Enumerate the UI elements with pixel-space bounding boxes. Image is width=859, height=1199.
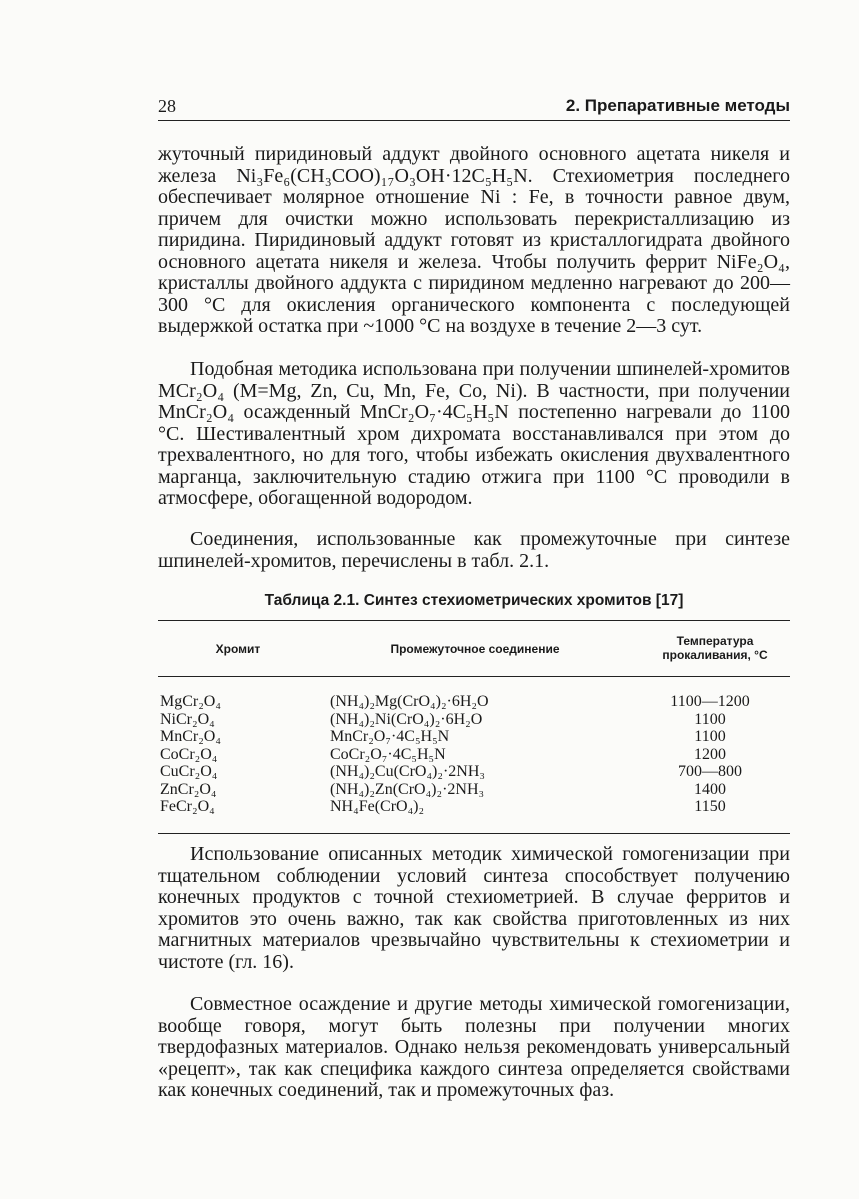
cell-chromite: CuCr₂O₄	[160, 763, 218, 780]
table-caption: Таблица 2.1. Синтез стехиометрических хромитов [17]	[264, 592, 684, 609]
cell-temperature: 1100	[694, 728, 726, 745]
cell-intermediate: CoCr₂O₇·4C₅H₅N	[330, 745, 446, 763]
paragraph-5: Совместное осаждение и другие методы химической гомогенизации, вообще говоря, могут быть полезны при получении многих твердофазных материалов. Однако нельзя рекомендовать универсальный «рецепт», так как специфика каждого синтеза определяется свойствами как конечных соединений, так и промежуточных фаз.	[158, 993, 790, 1101]
paragraph-4: Использование описанных методик химической гомогенизации при тщательном соблюдении условий синтеза способствует получению конечных продуктов с точной стехиометрией. В случае ферритов и хромитов это очень важно, так как свойства приготовленных из них магнитных материалов чрезвычайно чувствительны к стехиометрии и чистоте (гл. 16).	[158, 843, 790, 973]
paragraph-3: Соединения, использованные как промежуточные при синтезе шпинелей-хромитов, перечислены в табл. 2.1.	[158, 528, 790, 572]
cell-intermediate: (NH₄)₂Zn(CrO₄)₂·2NH₃	[330, 780, 485, 798]
cell-chromite: FeCr₂O₄	[160, 798, 215, 815]
cell-temperature: 1200	[694, 745, 726, 763]
running-head: 2. Препаративные методы	[565, 96, 790, 115]
cell-intermediate: (NH₄)₂Mg(CrO₄)₂·6H₂O	[330, 693, 489, 710]
cell-chromite: ZnCr₂O₄	[160, 780, 217, 798]
paragraph-2: Подобная методика использована при получении шпинелей-хромитов MCr₂O₄ (M=Mg, Zn, Cu, Mn, Fe, Co, Ni). В частности, при получении MnCr₂O₄ осажденный MnCr₂O₇·4C₅H₅N постепенно нагревали до 1100 °С. Шестивалентный хром дихромата восстанавливался при этом до трехвалентного, но для того, чтобы избежать окисления двухвалентного марганца, заключительную стадию отжига при 1100 °С проводили в атмосфере, обогащенной водородом.	[158, 358, 790, 509]
cell-intermediate: (NH₄)₂Cu(CrO₄)₂·2NH₃	[330, 763, 485, 780]
cell-chromite: MgCr₂O₄	[160, 693, 221, 710]
header-intermediate: Промежуточное соединение	[390, 642, 560, 656]
header-chromite: Хромит	[215, 642, 261, 656]
cell-temperature: 700—800	[678, 763, 742, 780]
table-body	[160, 693, 790, 816]
header-temperature: Температура прокаливания, °С	[662, 634, 768, 662]
table-bottom-rule	[158, 833, 790, 834]
page-number: 28	[158, 96, 176, 116]
cell-temperature: 1100—1200	[670, 693, 750, 710]
cell-intermediate: (NH₄)₂Ni(CrO₄)₂·6H₂O	[330, 710, 483, 728]
cell-intermediate: MnCr₂O₇·4C₅H₅N	[330, 728, 450, 745]
cell-chromite: CoCr₂O₄	[160, 745, 218, 763]
cell-temperature: 1100	[694, 710, 726, 728]
table-row	[160, 711, 790, 729]
table-row	[160, 798, 790, 816]
table-top-rule	[158, 620, 790, 621]
cell-temperature: 1150	[694, 798, 726, 815]
paragraph-1: жуточный пиридиновый аддукт двойного основного ацетата никеля и железа Ni₃Fe₆(CH₃COO)₁₇O₃OH·12C₅H₅N. Стехиометрия последнего обеспечивает молярное отношение Ni : Fe, в точности равное двум, причем для очистки можно использовать перекристаллизацию из пиридина. Пиридиновый аддукт готовят из кристаллогидрата двойного основного ацетата никеля и железа. Чтобы получить феррит NiFe₂O₄, кристаллы двойного аддукта с пиридином медленно нагревают до 200—300 °С для окисления органического компонента с последующей выдержкой остатка при ~1000 °С на воздухе в течение 2—3 сут.	[158, 143, 790, 337]
page-header	[158, 94, 790, 121]
cell-chromite: MnCr₂O₄	[160, 728, 221, 745]
table-row	[160, 746, 790, 764]
table-row	[160, 781, 790, 799]
table-row	[160, 728, 790, 746]
table-row	[160, 693, 790, 711]
cell-chromite: NiCr₂O₄	[160, 710, 215, 728]
cell-temperature: 1400	[694, 780, 726, 798]
table-header-rule	[158, 676, 790, 677]
table-row	[160, 763, 790, 781]
cell-intermediate: NH₄Fe(CrO₄)₂	[330, 798, 425, 815]
